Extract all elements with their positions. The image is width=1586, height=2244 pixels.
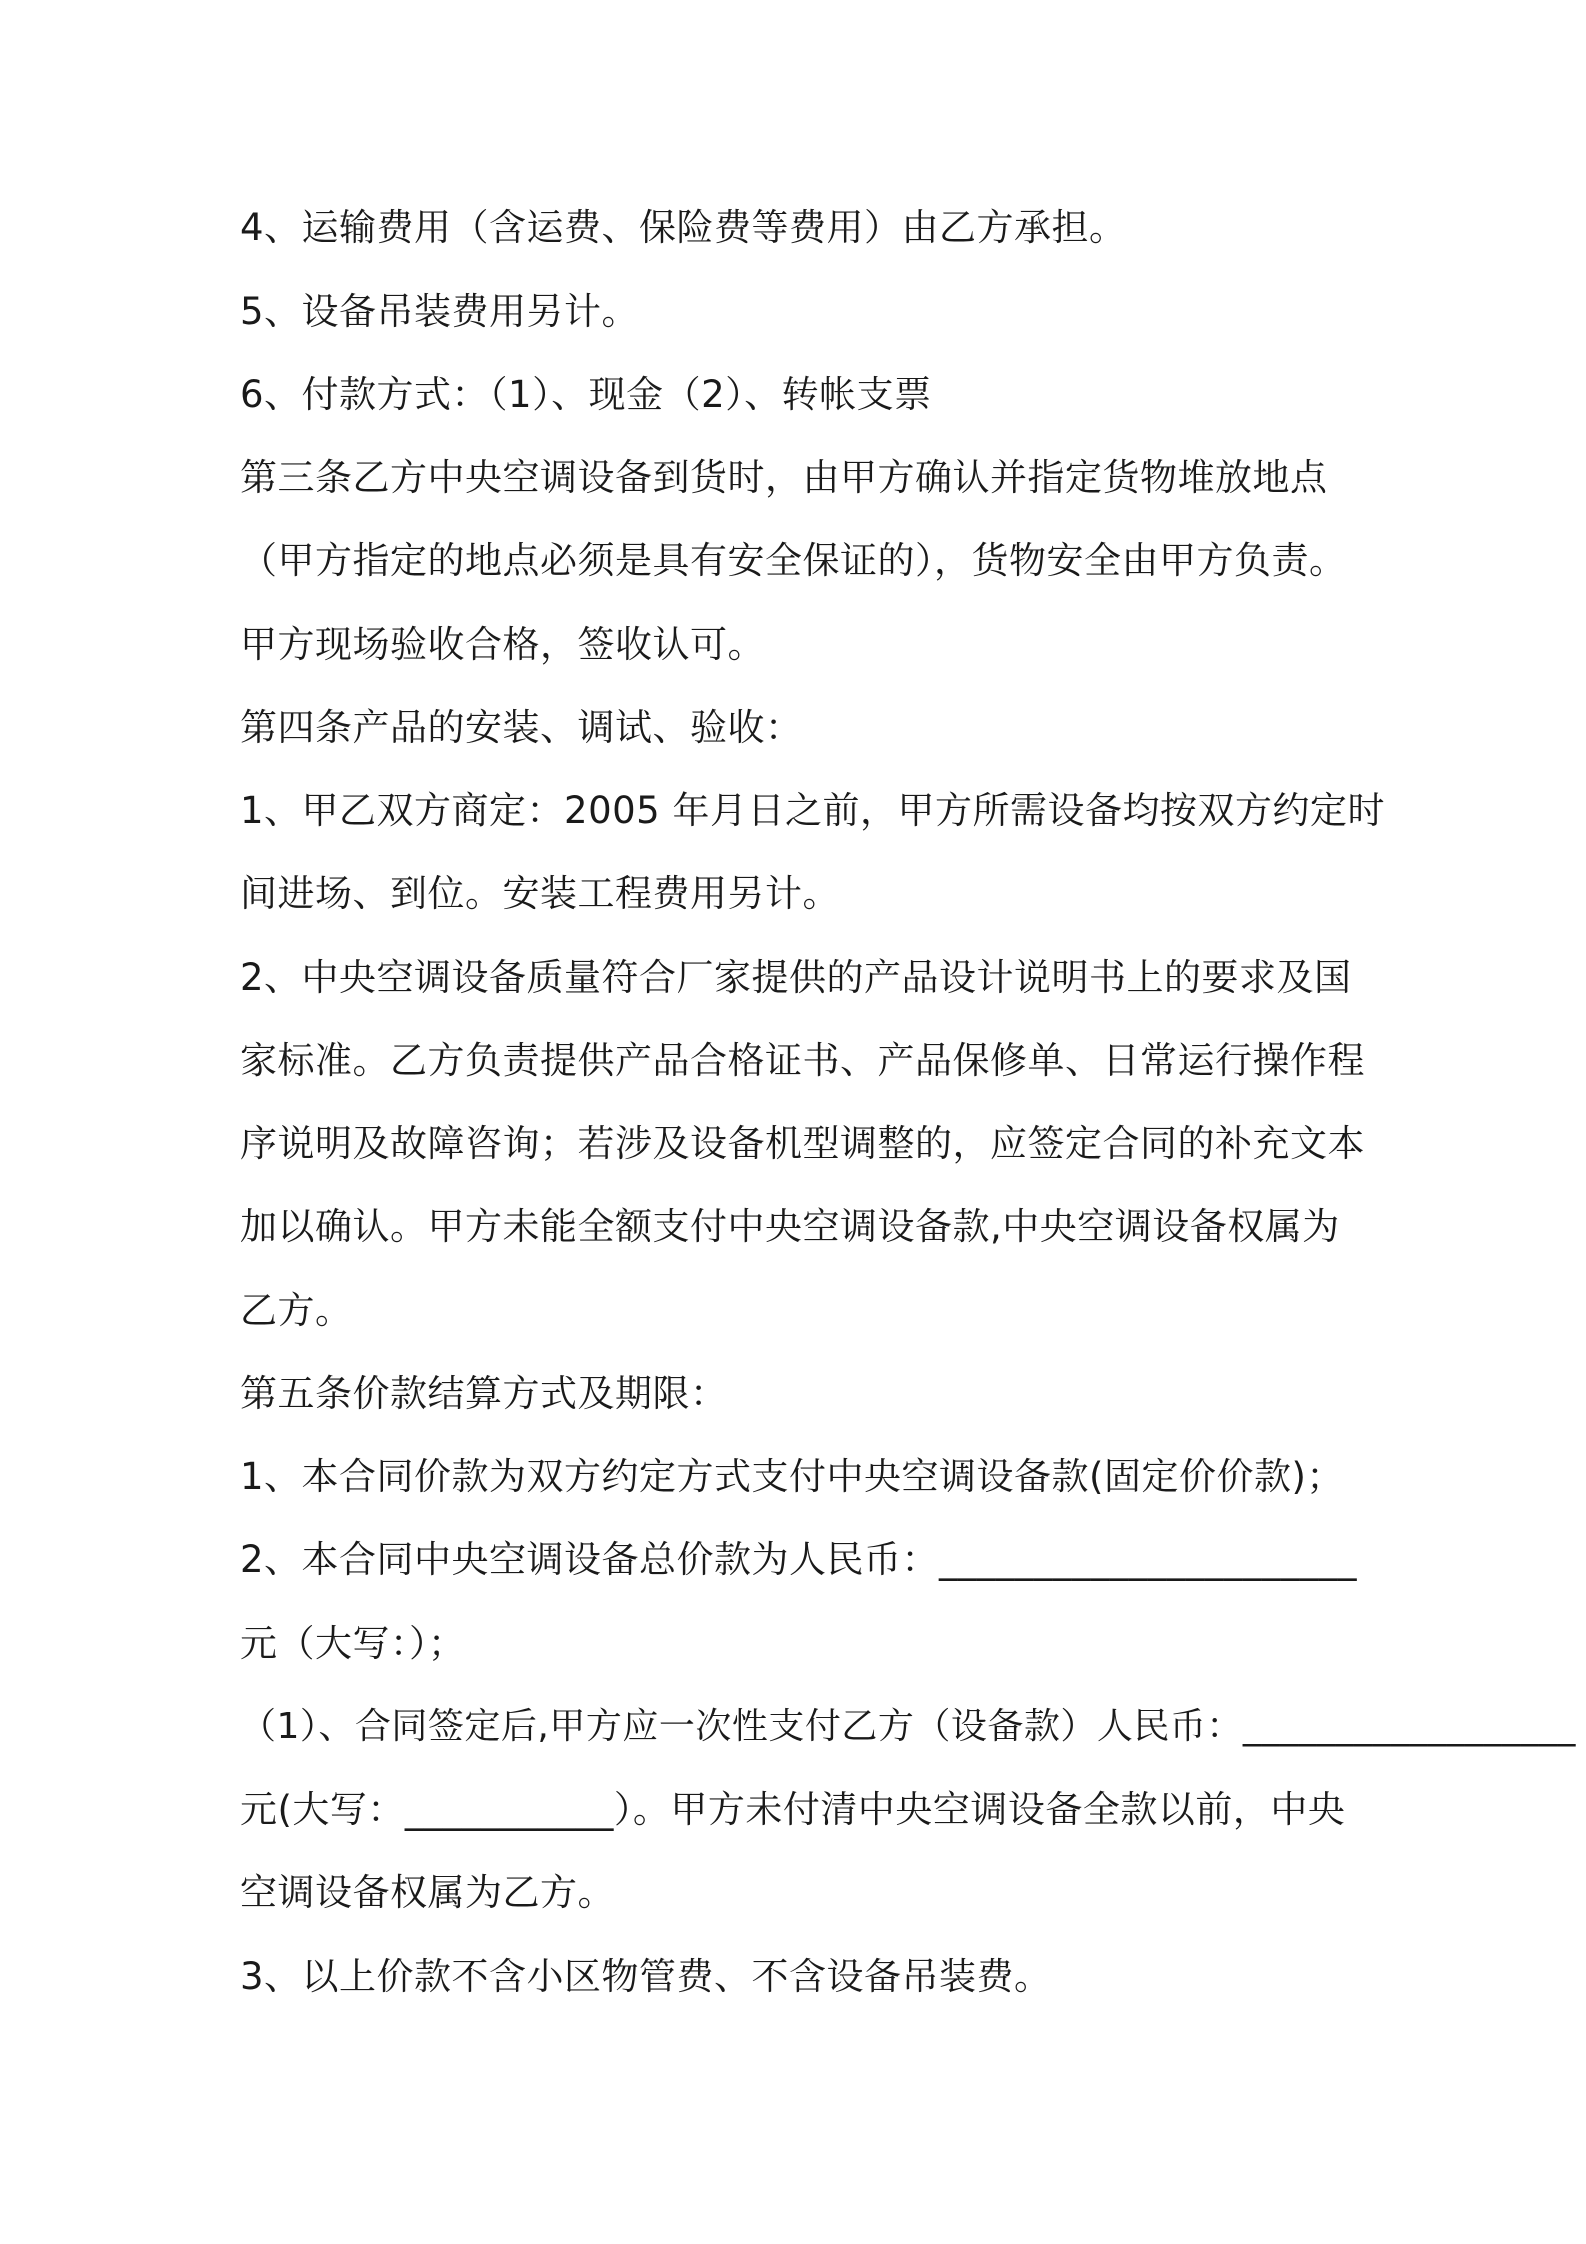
clause-3-line-3: 甲方现场验收合格，签收认可。 <box>240 623 765 666</box>
clause-3-line-1: 第三条乙方中央空调设备到货时，由甲方确认并指定货物堆放地点 <box>240 456 1328 499</box>
clause-4-item-2-line-3: 序说明及故障咨询；若涉及设备机型调整的，应签定合同的补充文本 <box>240 1122 1365 1165</box>
clause-2-item-6: 6、付款方式：（1）、现金（2）、转帐支票 <box>240 373 932 416</box>
clause-4-item-2-line-4: 加以确认。甲方未能全额支付中央空调设备款,中央空调设备权属为 <box>240 1205 1340 1248</box>
clause-4-item-2-line-5: 乙方。 <box>240 1289 353 1332</box>
clause-5-item-1: 1、本合同价款为双方约定方式支付中央空调设备款(固定价价款)； <box>240 1455 1344 1498</box>
clause-2-item-5: 5、设备吊装费用另计。 <box>240 290 640 333</box>
clause-4-item-2-line-1: 2、中央空调设备质量符合厂家提供的产品设计说明书上的要求及国 <box>240 956 1352 999</box>
clause-3-line-2: （甲方指定的地点必须是具有安全保证的），货物安全由甲方负责。 <box>240 539 1347 582</box>
clause-2-item-4: 4、运输费用（含运费、保险费等费用）由乙方承担。 <box>240 206 1127 249</box>
clause-5-item-2-line-2: 元（大写：）； <box>240 1622 466 1665</box>
clause-4-heading: 第四条产品的安装、调试、验收： <box>240 706 803 749</box>
clause-5-item-3: 3、以上价款不含小区物管费、不含设备吊装费。 <box>240 1955 1052 1998</box>
clause-5-item-2-sub-1-line-2: 元(大写：___________）。甲方未付清中央空调设备全款以前，中央 <box>240 1788 1346 1831</box>
clause-4-item-2-line-2: 家标准。乙方负责提供产品合格证书、产品保修单、日常运行操作程 <box>240 1039 1365 1082</box>
clause-4-item-1-line-1: 1、甲乙双方商定：2005 年月日之前，甲方所需设备均按双方约定时 <box>240 789 1385 832</box>
clause-5-item-2-line-1: 2、本合同中央空调设备总价款为人民币：______________________ <box>240 1538 1358 1581</box>
clause-4-item-1-line-2: 间进场、到位。安装工程费用另计。 <box>240 872 840 915</box>
clause-5-item-2-sub-1-line-1: （1）、合同签定后,甲方应一次性支付乙方（设备款）人民币：__________________ <box>240 1706 1576 1747</box>
clause-5-item-2-sub-1-line-3: 空调设备权属为乙方。 <box>240 1871 615 1914</box>
clause-5-heading: 第五条价款结算方式及期限： <box>240 1372 728 1415</box>
